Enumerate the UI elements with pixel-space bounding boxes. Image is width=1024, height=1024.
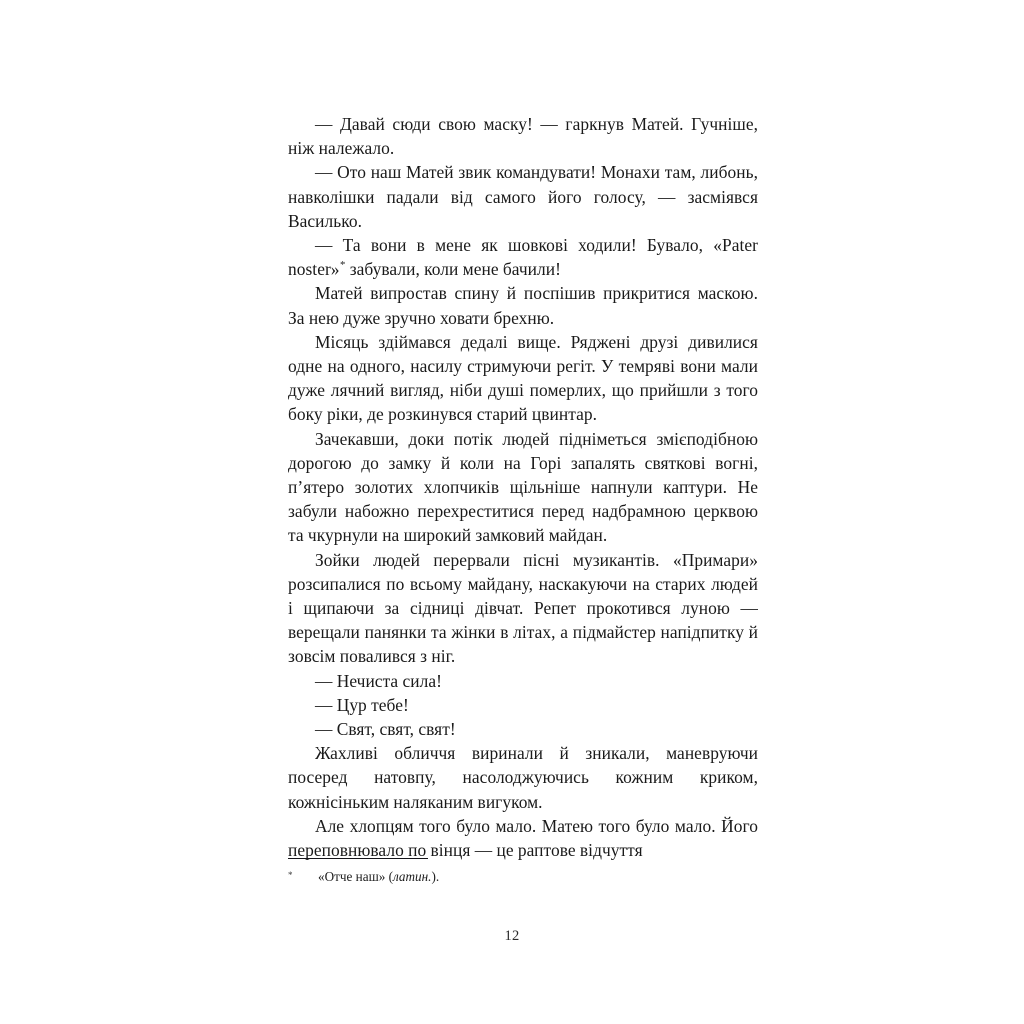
dialogue-line: — Нечиста сила! bbox=[314, 670, 442, 691]
paragraph: — Давай сюди свою маску! — гаркнув Матей. Гучніше, ніж належало. bbox=[288, 114, 758, 159]
paragraph: Зачекавши, доки потік людей підніметься змієподібною дорогою до замку й коли на Горі запалять святкові вогні, п’ятеро золотих хлопчиків щільніше напнули каптури. Не забули набожно перехреститися перед надбрамною церквою та чкурнули на широкий замковий майдан. bbox=[288, 428, 758, 546]
paragraph: Місяць здіймався дедалі вище. Ряджені друзі дивилися одне на одного, насилу стримуючи регіт. У темряві вони мали дуже лячний вигляд, ніби душі померлих, що прийшли з того боку ріки, де розкинувся старий цвинтар. bbox=[288, 331, 758, 425]
footnote-area bbox=[288, 858, 758, 887]
page-text-block bbox=[288, 112, 758, 862]
footnote-entry bbox=[288, 868, 758, 887]
footnote-text-tail: ). bbox=[431, 869, 440, 884]
footnote-separator-rule bbox=[288, 858, 428, 859]
paragraph: Зойки людей перервали пісні музикантів. «Примари» розсипалися по всьому майдану, наскакуючи на старих людей і щипаючи за сідниці дівчат. Репет прокотився луною — верещали панянки та жінки в літах, а підмайстер напідпитку й зовсім повалився з ніг. bbox=[288, 549, 758, 667]
page-number: 12 bbox=[504, 928, 520, 944]
footnote-text-main: «Отче наш» ( bbox=[318, 869, 394, 884]
paragraph: — Ото наш Матей звик командувати! Монахи там, либонь, навколішки падали від самого його голосу, — засміявся Василько. bbox=[288, 162, 758, 231]
footnote-text bbox=[318, 868, 758, 885]
paragraph: Матей випростав спину й поспішив прикритися маскою. За нею дуже зручно ховати брехню. bbox=[288, 283, 758, 328]
footnote-marker: * bbox=[288, 870, 293, 880]
paragraph: Жахливі обличчя виринали й зникали, маневруючи посеред натовпу, насолоджуючись кожним криком, кожнісіньким наляканим вигуком. bbox=[288, 743, 758, 812]
paragraph-text-before-footnote: — Та вони в мене як шовкові ходили! Бувало, «Pater noster» bbox=[288, 235, 758, 280]
paragraph: Але хлопцям того було мало. Матею того було мало. Його переповнювало по вінця — це раптове відчуття bbox=[288, 815, 758, 861]
dialogue-line: — Свят, свят, свят! bbox=[314, 719, 456, 740]
footnote-language-label: латин. bbox=[393, 869, 432, 884]
dialogue-line: — Цур тебе! bbox=[314, 694, 409, 715]
paragraph-text-after-footnote: забували, коли мене бачили! bbox=[345, 259, 561, 280]
paragraph-with-footnote-ref bbox=[288, 233, 758, 281]
footnote-reference-marker[interactable]: * bbox=[340, 259, 346, 272]
